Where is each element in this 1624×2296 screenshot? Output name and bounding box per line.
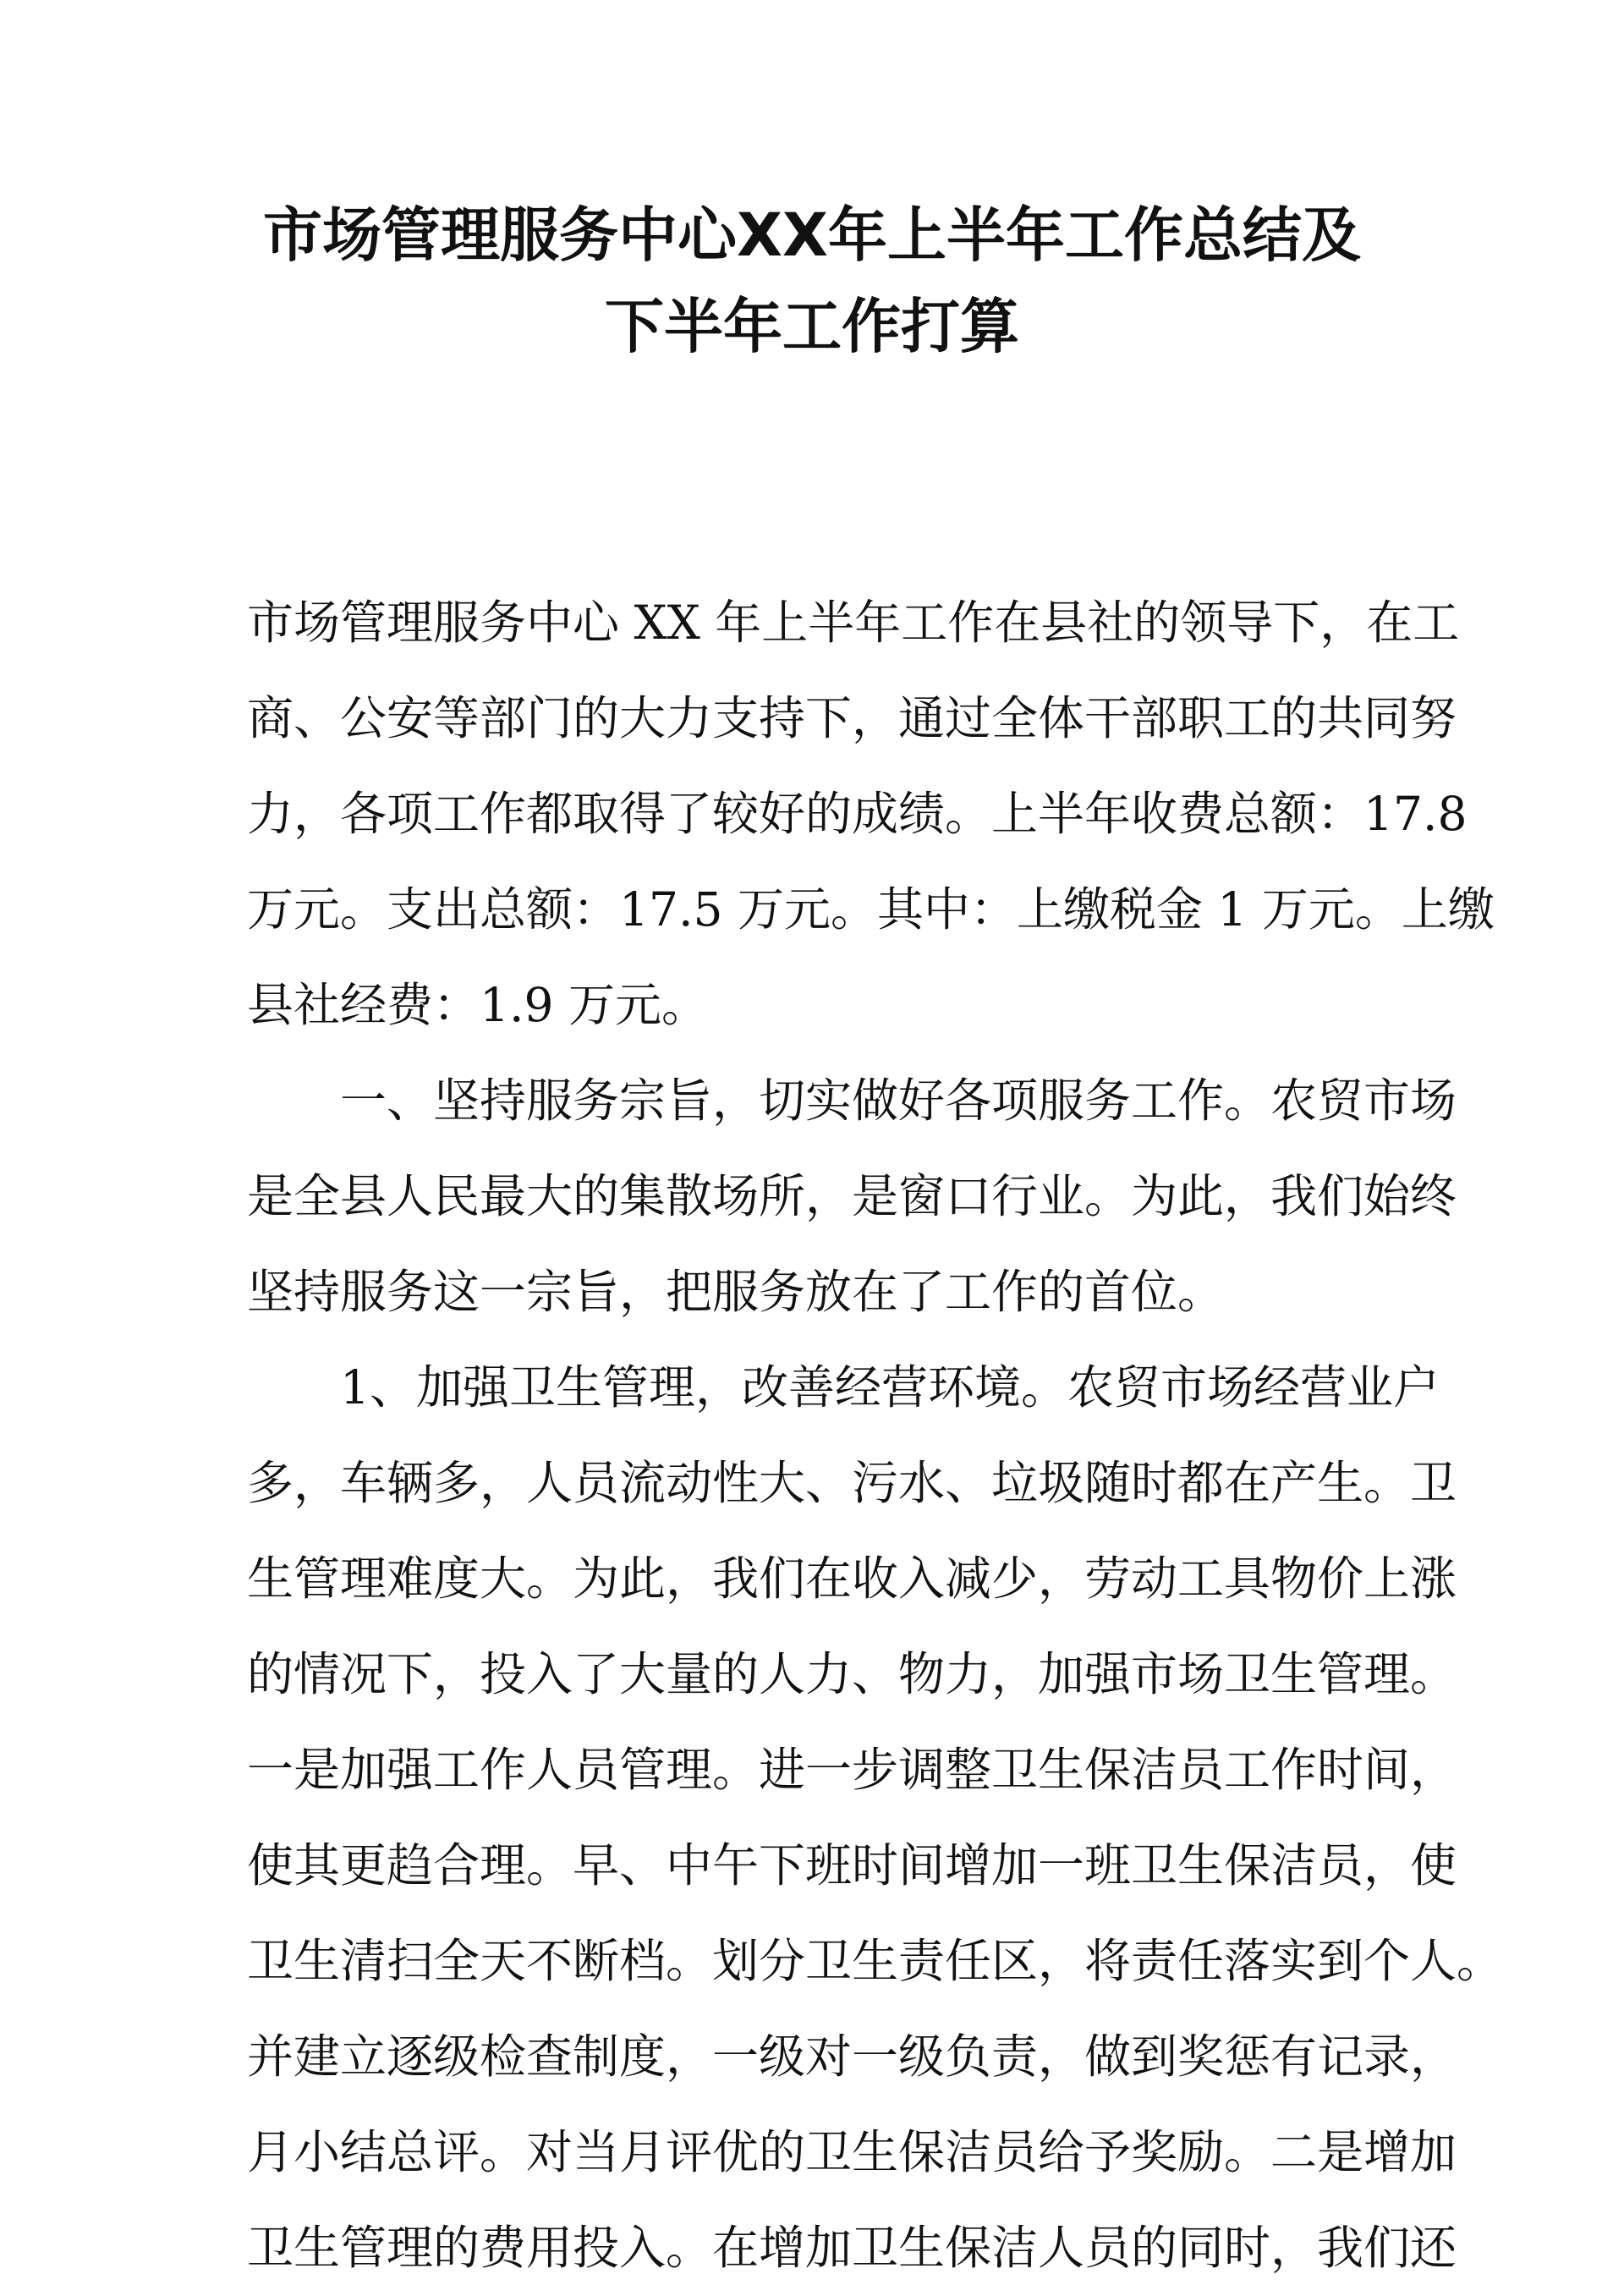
body-line: 一是加强工作人员管理。进一步调整卫生保洁员工作时间， bbox=[247, 1743, 1457, 1797]
body-line: 的情况下，投入了大量的人力、物力，加强市场卫生管理。 bbox=[247, 1647, 1457, 1701]
body-line: 1、加强卫生管理，改善经营环境。农贸市场经营业户 bbox=[340, 1360, 1440, 1414]
body-line: 商、公安等部门的大力支持下，通过全体干部职工的共同努 bbox=[247, 691, 1457, 745]
body-line: 并建立逐级检查制度，一级对一级负责，做到奖惩有记录， bbox=[247, 2030, 1457, 2084]
body-line: 卫生管理的费用投入。在增加卫生保洁人员的同时，我们还 bbox=[247, 2221, 1457, 2275]
body-line: 使其更趋合理。早、中午下班时间增加一班卫生保洁员，使 bbox=[247, 1838, 1457, 1892]
title-line-1: 市场管理服务中心XX年上半年工作总结及 bbox=[263, 200, 1361, 270]
body-line: 一、坚持服务宗旨，切实做好各项服务工作。农贸市场 bbox=[340, 1074, 1457, 1128]
body-line: 县社经费：1.9 万元。 bbox=[247, 978, 708, 1032]
title-line-2: 下半年工作打算 bbox=[605, 292, 1019, 361]
body-line: 力，各项工作都取得了较好的成绩。上半年收费总额：17.8 bbox=[247, 787, 1468, 841]
body-line: 卫生清扫全天不断档。划分卫生责任区，将责任落实到个人。 bbox=[247, 1934, 1504, 1988]
body-line: 是全县人民最大的集散场所，是窗口行业。为此，我们始终 bbox=[247, 1169, 1457, 1223]
body-line: 月小结总评。对当月评优的卫生保洁员给予奖励。二是增加 bbox=[247, 2125, 1457, 2179]
body-line: 万元。支出总额：17.5 万元。其中：上缴税金 1 万元。上缴 bbox=[247, 882, 1495, 937]
document-body bbox=[247, 575, 1504, 2296]
body-line: 生管理难度大。为此，我们在收入减少，劳动工具物价上涨 bbox=[247, 1552, 1457, 1606]
document-title bbox=[169, 190, 1455, 372]
body-line: 坚持服务这一宗旨，把服务放在了工作的首位。 bbox=[247, 1265, 1225, 1319]
body-line: 市场管理服务中心 XX 年上半年工作在县社的领导下，在工 bbox=[247, 596, 1460, 650]
body-line: 多，车辆多，人员流动性大、污水、垃圾随时都在产生。卫 bbox=[247, 1456, 1457, 1510]
